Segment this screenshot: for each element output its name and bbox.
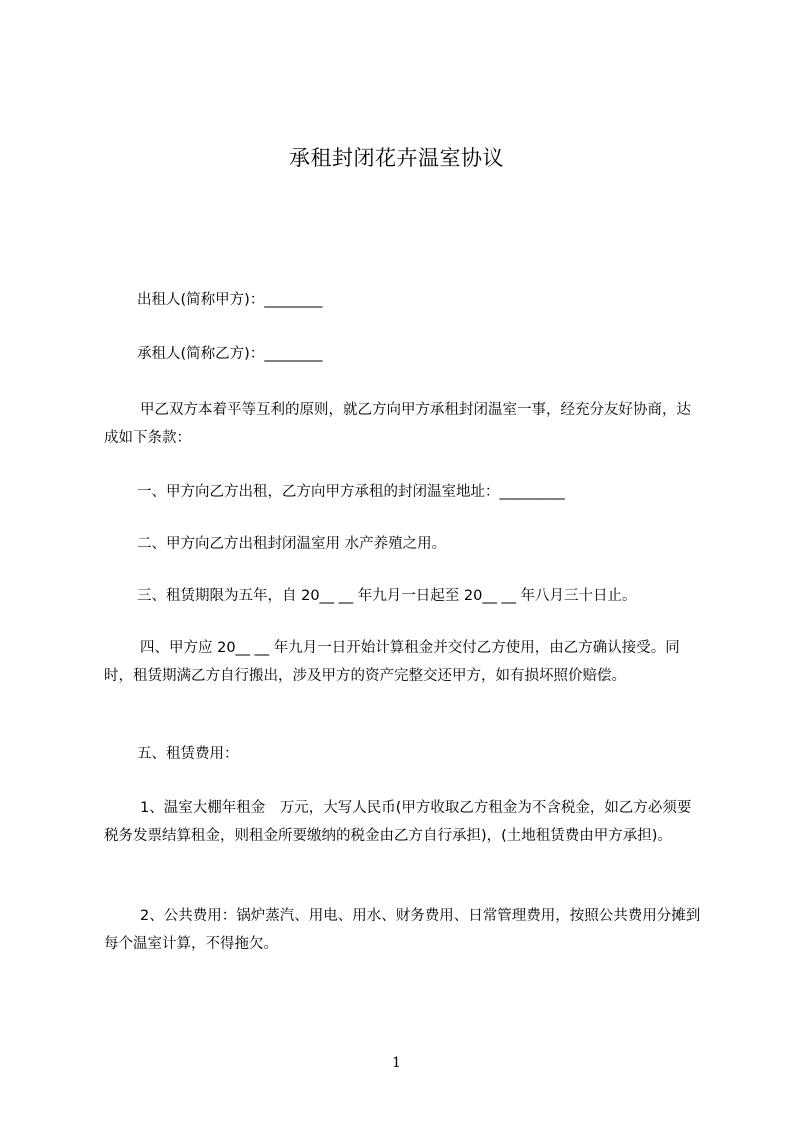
clause-1: 一、甲方向乙方出租，乙方向甲方承租的封闭温室地址：_________	[137, 484, 565, 500]
clause-5-item-1: 1、温室大棚年租金 万元，大写人民币(甲方收取乙方租金为不含税金，如乙方必须要税务发票结算租金，则租金所要缴纳的税金由乙方自行承担)，(土地租赁费由甲方承担)。	[104, 800, 692, 844]
page-number: 1	[392, 1055, 401, 1071]
clause-5-heading: 五、租赁费用：	[137, 746, 239, 762]
intro-paragraph: 甲乙双方本着平等互利的原则，就乙方向甲方承租封闭温室一事，经充分友好协商，达成如下条款：	[104, 402, 691, 446]
lessee-line: 承租人(简称乙方)：________	[137, 346, 323, 362]
clause-2: 二、甲方向乙方出租封闭温室用 水产养殖之用。	[137, 536, 447, 552]
lessor-line: 出租人(简称甲方)：________	[137, 292, 323, 308]
clause-5-item-2: 2、公共费用：锅炉蒸汽、用电、用水、财务费用、日常管理费用，按照公共费用分摊到每个温室计算，不得拖欠。	[104, 908, 701, 952]
clause-4: 四、甲方应 20__ __ 年九月一日开始计算租金并交付乙方使用，由乙方确认接受。同时，租赁期满乙方自行搬出，涉及甲方的资产完整交还甲方，如有损坏照价赔偿。	[104, 640, 680, 684]
document-title: 承租封闭花卉温室协议	[289, 146, 504, 170]
clause-3: 三、租赁期限为五年，自 20__ __ 年九月一日起至 20__ __ 年八月三十日止。	[137, 588, 637, 604]
